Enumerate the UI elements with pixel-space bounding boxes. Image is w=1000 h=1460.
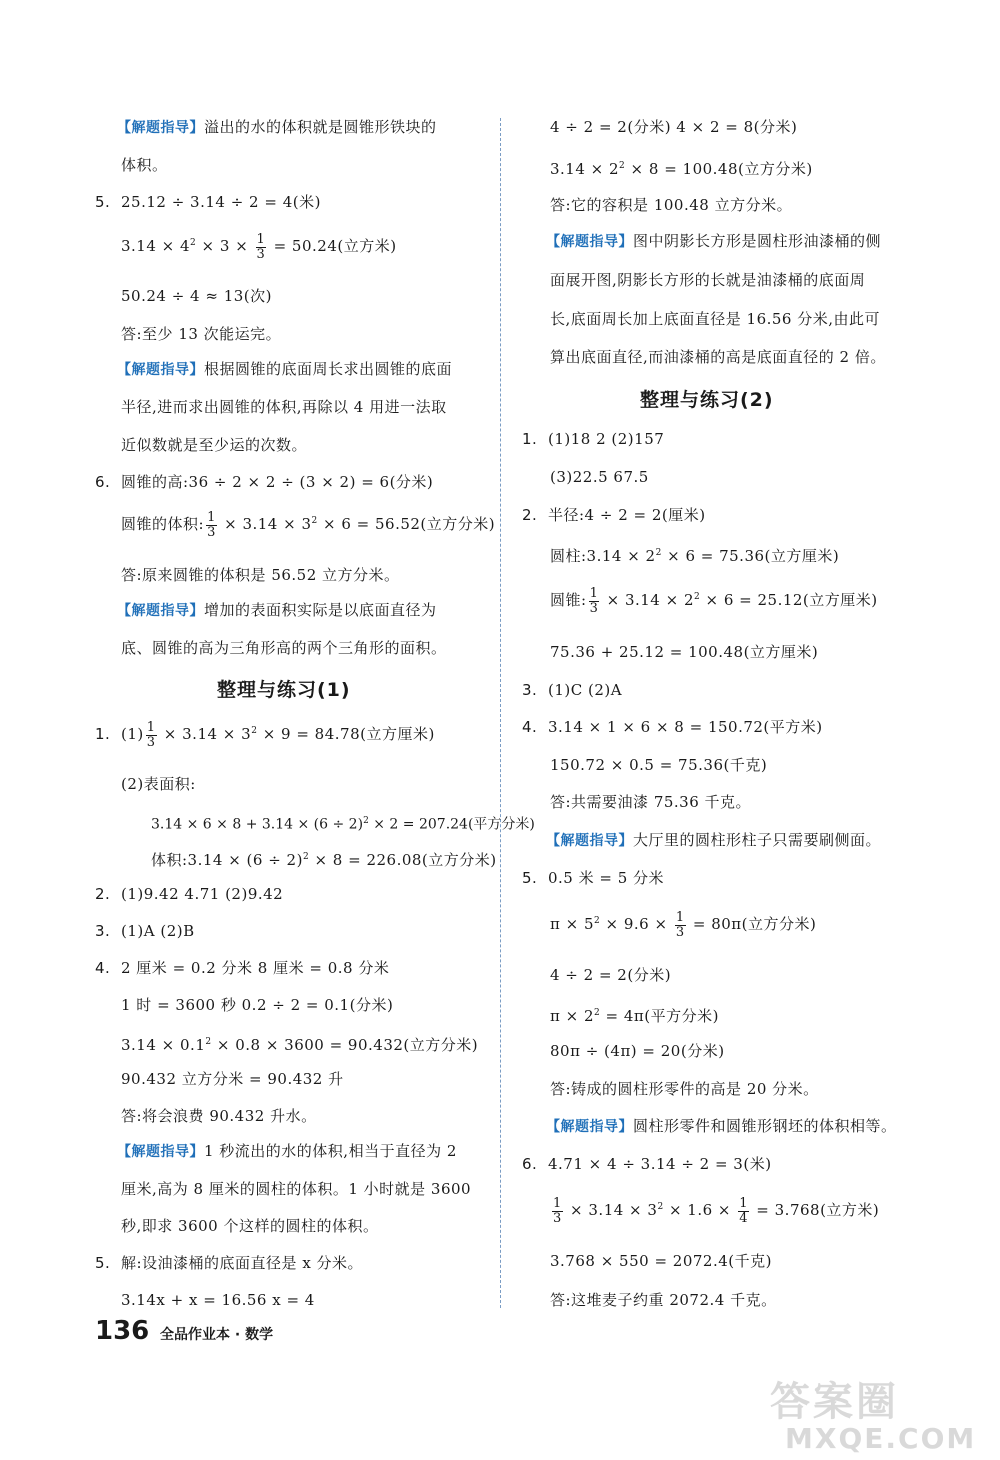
formula-line: $3.14 \times 2^2 \times 8 = 100.48$(立方分米) bbox=[550, 160, 813, 178]
guide-line: 【解题指导】增加的表面积实际是以底面直径为 bbox=[117, 601, 437, 619]
guide-line: 【解题指导】圆柱形零件和圆锥形钢坯的体积相等。 bbox=[546, 1117, 897, 1135]
exercise-5: 5. 解:设油漆桶的底面直径是 x 分米。 bbox=[95, 1254, 364, 1272]
formula-line: $\pi \times 5^2 \times 9.6$ × $\frac{1}{3}$ = 80π(立方分米) bbox=[550, 909, 817, 940]
text-line: 50.24 ÷ 4 ≈ 13(次) bbox=[121, 287, 272, 305]
text-line: 4 ÷ 2 = 2(分米) 4 × 2 = 8(分米) bbox=[550, 118, 798, 136]
problem-6: 6. 圆锥的高:36 ÷ 2 × 2 ÷ (3 × 2) = 6(分米) bbox=[95, 473, 434, 491]
formula-line: 圆锥的体积: $\frac{1}{3}$ × $3.14 \times 3^2 \times 6 = 56.52$(立方分米) bbox=[121, 509, 496, 540]
section-heading: 整理与练习(2) bbox=[640, 389, 774, 411]
column-divider bbox=[500, 118, 501, 1308]
guide-tag: 【解题指导】 bbox=[117, 1144, 204, 1160]
text-line: 厘米,高为 8 厘米的圆柱的体积。1 小时就是 3600 bbox=[121, 1180, 472, 1198]
watermark-logo: 答案圈 bbox=[770, 1379, 899, 1425]
guide-line: 【解题指导】1 秒流出的水的体积,相当于直径为 2 bbox=[117, 1142, 457, 1160]
exercise-4: 4. 2 厘米 = 0.2 分米 8 厘米 = 0.8 分米 bbox=[95, 959, 390, 977]
guide-line: 【解题指导】溢出的水的体积就是圆锥形铁块的 bbox=[117, 118, 437, 136]
fraction: $\frac{1}{3}$ bbox=[589, 585, 599, 616]
exercise-6: 6. 4.71 × 4 ÷ 3.14 ÷ 2 = 3(米) bbox=[522, 1155, 772, 1173]
formula-line: 圆锥: $\frac{1}{3}$ × $3.14 \times 2^2 \times 6 = 25.12$(立方厘米) bbox=[550, 585, 878, 616]
text-line: 80π ÷ (4π) = 20(分米) bbox=[550, 1042, 725, 1060]
fraction: $\frac{1}{3}$ bbox=[207, 509, 216, 540]
book-title: 全品作业本 · 数学 bbox=[160, 1327, 274, 1343]
answer-line: 答:铸成的圆柱形零件的高是 20 分米。 bbox=[550, 1080, 819, 1098]
exercise-1: 1. (1)18 2 (2)157 bbox=[522, 430, 665, 448]
exercise-1: 1. (1) $\frac{1}{3}$ × $3.14 \times 3^2 \times 9 = 84.78$(立方厘米) bbox=[95, 719, 435, 750]
text-line: 算出底面直径,而油漆桶的高是底面直径的 2 倍。 bbox=[550, 348, 886, 366]
guide-tag: 【解题指导】 bbox=[117, 120, 204, 136]
exercise-2: 2. (1)9.42 4.71 (2)9.42 bbox=[95, 885, 284, 903]
text-line: 4 ÷ 2 = 2(分米) bbox=[550, 966, 672, 984]
formula-line: $\pi \times 2^2 = 4\pi$(平方分米) bbox=[550, 1007, 719, 1025]
answer-line: 答:原来圆锥的体积是 56.52 立方分米。 bbox=[121, 566, 400, 584]
text-line: 90.432 立方分米 = 90.432 升 bbox=[121, 1070, 344, 1088]
answer-line: 答:至少 13 次能运完。 bbox=[121, 325, 282, 343]
guide-tag: 【解题指导】 bbox=[546, 1119, 633, 1135]
problem-5: 5. 25.12 ÷ 3.14 ÷ 2 = 4(米) bbox=[95, 193, 321, 211]
formula-line: 体积:3.14 × $(6 \div 2)^2 \times 8 = 226.08$(立方分米) bbox=[151, 851, 497, 869]
fraction: $\frac{1}{4}$ bbox=[739, 1195, 749, 1226]
guide-tag: 【解题指导】 bbox=[117, 603, 204, 619]
guide-line: 【解题指导】大厅里的圆柱形柱子只需要刷侧面。 bbox=[546, 831, 882, 849]
text-line: (2)表面积: bbox=[121, 775, 196, 793]
answer-line: 答:这堆麦子约重 2072.4 千克。 bbox=[550, 1291, 777, 1309]
text-line: (3)22.5 67.5 bbox=[550, 468, 649, 486]
text-line: 半径,进而求出圆锥的体积,再除以 4 用进一法取 bbox=[121, 398, 447, 416]
guide-line: 【解题指导】根据圆锥的底面周长求出圆锥的底面 bbox=[117, 360, 453, 378]
fraction: $\frac{1}{3}$ bbox=[256, 231, 266, 262]
answer-line: 答:将会浪费 90.432 升水。 bbox=[121, 1107, 317, 1125]
exercise-4: 4. 3.14 × 1 × 6 × 8 = 150.72(平方米) bbox=[522, 718, 823, 736]
text-line: 1 时 = 3600 秒 0.2 ÷ 2 = 0.1(分米) bbox=[121, 996, 394, 1014]
watermark-url: MXQE.COM bbox=[785, 1422, 977, 1455]
text-line: 长,底面周长加上底面直径是 16.56 分米,由此可 bbox=[550, 310, 881, 328]
fraction: $\frac{1}{3}$ bbox=[553, 1195, 562, 1226]
text-line: 75.36 + 25.12 = 100.48(立方厘米) bbox=[550, 643, 819, 661]
exercise-3: 3. (1)A (2)B bbox=[95, 922, 195, 940]
exercise-2: 2. 半径:4 ÷ 2 = 2(厘米) bbox=[522, 506, 706, 524]
formula-line: $3.14 \times 0.1^2 \times 0.8 \times 3600 = 90.432$(立方分米) bbox=[121, 1036, 479, 1054]
guide-tag: 【解题指导】 bbox=[546, 833, 633, 849]
text-line: 底、圆锥的高为三角形高的两个三角形的面积。 bbox=[121, 639, 447, 657]
formula-line: 3.14x + x = 16.56 x = 4 bbox=[121, 1291, 315, 1309]
answer-line: 答:共需要油漆 75.36 千克。 bbox=[550, 793, 752, 811]
fraction: $\frac{1}{3}$ bbox=[675, 909, 685, 940]
formula-line: $3.14 \times 4^2 \times 3$ × $\frac{1}{3}$ = 50.24(立方米) bbox=[121, 231, 397, 262]
answer-line: 答:它的容积是 100.48 立方分米。 bbox=[550, 196, 793, 214]
formula-line: 圆柱:3.14 × $2^2 \times 6 = 75.36$(立方厘米) bbox=[550, 547, 840, 565]
guide-tag: 【解题指导】 bbox=[117, 362, 204, 378]
section-heading: 整理与练习(1) bbox=[217, 679, 351, 701]
formula-line: $\frac{1}{3}$ × $3.14 \times 3^2 \times 1.6$ × $\frac{1}{4}$ = 3.768(立方米) bbox=[553, 1195, 880, 1226]
exercise-3: 3. (1)C (2)A bbox=[522, 681, 623, 699]
guide-tag: 【解题指导】 bbox=[546, 234, 633, 250]
text-line: 面展开图,阴影长方形的长就是油漆桶的底面周 bbox=[550, 271, 866, 289]
text-line: 3.768 × 550 = 2072.4(千克) bbox=[550, 1252, 772, 1270]
exercise-5: 5. 0.5 米 = 5 分米 bbox=[522, 869, 665, 887]
text-line: 秒,即求 3600 个这样的圆柱的体积。 bbox=[121, 1217, 379, 1235]
text-line: 近似数就是至少运的次数。 bbox=[121, 436, 308, 454]
text-line: 体积。 bbox=[121, 156, 168, 174]
fraction: $\frac{1}{3}$ bbox=[146, 719, 156, 750]
guide-line: 【解题指导】图中阴影长方形是圆柱形油漆桶的侧 bbox=[546, 232, 882, 250]
text-line: 150.72 × 0.5 = 75.36(千克) bbox=[550, 756, 768, 774]
page-number: 136 bbox=[95, 1316, 150, 1346]
formula-line: $3.14 \times 6 \times 8 + 3.14 \times (6 \div 2)^2 \times 2 = 207.24$(平方分米) bbox=[151, 816, 535, 833]
